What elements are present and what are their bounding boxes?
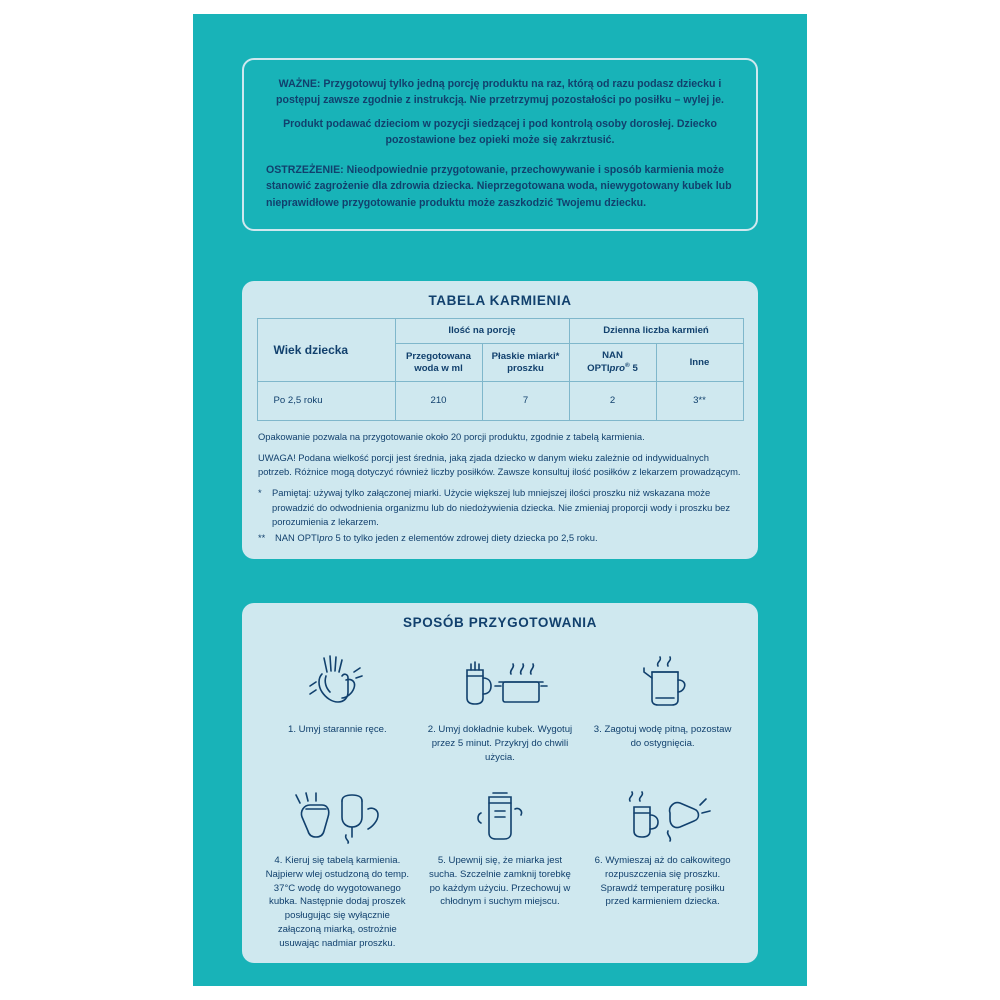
preparation-step-5-caption: 5. Upewnij się, że miarka jest sucha. Szczelnie zamknij torebkę po każdym użyciu. Przechowuj w chłodnym i suchym miejscu. xyxy=(429,854,571,908)
preparation-step-2 xyxy=(419,644,582,765)
caution-text: Nieodpowiednie przygotowanie, przechowywanie i sposób karmienia może stanowić zagrożenie dla zdrowia dziecka. Nieprzegotowana woda, niewygotowany kubek lub nieprawidłowe przygotowanie produktu może zaszkodzić Twojemu dziecku. xyxy=(266,164,732,209)
preparation-step-3 xyxy=(581,644,744,765)
preparation-step-5 xyxy=(419,781,582,951)
header-nan-line1: NAN xyxy=(602,349,623,361)
pouring-water-icon xyxy=(262,787,413,845)
dry-scoop-pouch-icon xyxy=(425,787,576,845)
table-row xyxy=(257,382,743,421)
feeding-notes xyxy=(242,421,758,545)
cup-boiling-pot-icon xyxy=(425,650,576,714)
important-text: Przygotowuj tylko jedną porcję produktu na raz, którą od razu podasz dziecku i postępuj zawsze zgodnie z instrukcją. Nie przetrzymuj pozostałości po posiłku – wylej je. xyxy=(276,78,724,107)
header-age: Wiek dziecka xyxy=(257,319,395,382)
important-label: WAŻNE: xyxy=(278,78,321,90)
note-dstar-pre: NAN OPTI xyxy=(275,531,320,543)
preparation-step-6-caption: 6. Wymieszaj aż do całkowitego rozpuszczenia się proszku. Sprawdź temperaturę posiłku przed karmieniem dziecka. xyxy=(594,854,731,908)
note-single-star xyxy=(258,486,742,528)
note-dstar-text xyxy=(275,531,742,545)
product-label-back-panel xyxy=(193,14,807,986)
table-header-row-1 xyxy=(257,319,743,344)
preparation-title: SPOSÓB PRZYGOTOWANIA xyxy=(402,615,598,630)
note-double-star xyxy=(258,531,742,545)
preparation-step-1 xyxy=(256,644,419,765)
caution-label: OSTRZEŻENIE: xyxy=(266,164,344,177)
note-dstar-mark: ** xyxy=(258,531,266,543)
cell-other: 3** xyxy=(656,382,743,421)
cell-age: Po 2,5 roku xyxy=(257,382,395,421)
feeding-table-title: TABELA KARMIENIA xyxy=(428,293,572,308)
washing-hands-icon xyxy=(262,650,413,714)
note-star-mark: * xyxy=(258,487,262,499)
feeding-table-panel xyxy=(242,281,758,559)
stir-cup-icon xyxy=(587,787,738,845)
preparation-steps-row-1 xyxy=(242,640,758,765)
note-dstar-italic: pro xyxy=(319,531,333,543)
caution-warning-block xyxy=(266,162,734,210)
important-warning-block xyxy=(266,76,734,148)
note-star-text: Pamiętaj: używaj tylko załączonej miarki. Użycie większej lub mniejszej ilości proszku niż wskazana może prowadzić do odwodnienia organizmu lub do niedożywienia dziecka. Nie zmieniaj proporcji wody i proszku bez porozumienia z lekarzem. xyxy=(272,487,731,527)
note-package: Opakowanie pozwala na przygotowanie około 20 porcji produktu, zgodnie z tabelą karmienia. xyxy=(258,431,645,443)
note-attention: UWAGA! Podana wielkość porcji jest średnia, jaką zjada dziecko w danym wieku zależnie od indywidualnych potrzeb. Różnice mogą dotyczyć również liczby posiłków. Zawsze konsultuj ilość posiłków z lekarzem prowadzącym. xyxy=(258,452,741,478)
header-daily-count: Dzienna liczba karmień xyxy=(569,319,743,344)
header-nan-sup: ® xyxy=(625,361,630,369)
header-nan-opti: OPTI xyxy=(587,363,610,375)
header-per-portion: Ilość na porcję xyxy=(395,319,569,344)
header-scoops: Płaskie miarki* proszku xyxy=(482,343,569,381)
warning-panel xyxy=(242,58,758,231)
header-nan-num: 5 xyxy=(629,363,638,375)
note-dstar-post: 5 to tylko jeden z elementów zdrowej diety dziecka po 2,5 roku. xyxy=(332,531,598,543)
preparation-steps-row-2 xyxy=(242,777,758,951)
preparation-step-4 xyxy=(256,781,419,951)
cell-water: 210 xyxy=(395,382,482,421)
cell-nan: 2 xyxy=(569,382,656,421)
header-water: Przegotowana woda w ml xyxy=(395,343,482,381)
preparation-step-3-caption: 3. Zagotuj wodę pitną, pozostaw do ostygnięcia. xyxy=(593,724,732,749)
header-nan-optipro xyxy=(569,343,656,381)
preparation-step-2-caption: 2. Umyj dokładnie kubek. Wygotuj przez 5 minut. Przykryj do chwili użycia. xyxy=(427,724,573,763)
preparation-panel xyxy=(242,603,758,963)
preparation-step-1-caption: 1. Umyj starannie ręce. xyxy=(288,724,387,735)
important-text2: Produkt podawać dzieciom w pozycji siedzącej i pod kontrolą osoby dorosłej. Dziecko pozostawione bez opieki może się zakrztusić. xyxy=(283,118,717,147)
preparation-step-6 xyxy=(581,781,744,951)
cell-scoops: 7 xyxy=(482,382,569,421)
kettle-icon xyxy=(587,650,738,714)
feeding-table xyxy=(257,318,744,421)
header-nan-line2 xyxy=(573,362,653,375)
header-other: Inne xyxy=(656,343,743,381)
header-nan-pro: pro xyxy=(609,363,626,375)
preparation-step-4-caption: 4. Kieruj się tabelą karmienia. Najpierw wlej ostudzoną do temp. 37°C wodę do wygotowanego kubka. Następnie dodaj proszek posługując się wyłącznie załączoną miarką, ostrożnie usuwając nadmiar proszku. xyxy=(265,854,410,950)
